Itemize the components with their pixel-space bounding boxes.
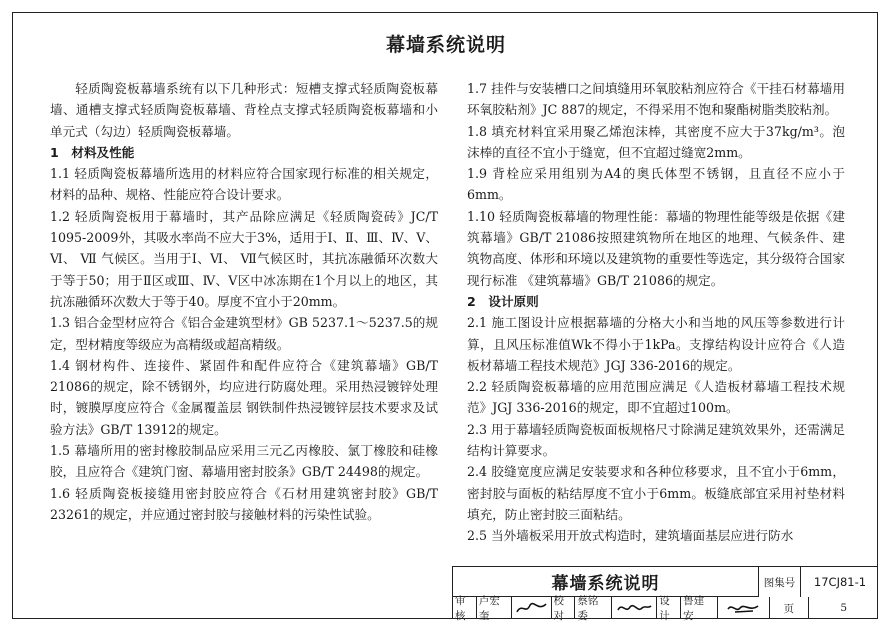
section-heading: 2 设计原则 bbox=[467, 293, 539, 309]
clause-paragraph: 1.2 轻质陶瓷板用于幕墙时，其产品除应满足《轻质陶瓷砖》JC/T 1095-2009外，其吸水率尚不应大于3%，适用于Ⅰ、Ⅱ、Ⅲ、Ⅳ、Ⅴ、Ⅵ、 Ⅶ 气候区。当用于Ⅰ、Ⅵ、 Ⅶ气候区时，其抗冻融循环次数大于等于50；用于Ⅱ区或Ⅲ、Ⅳ、Ⅴ区中冰冻期在1个月以上的地区，其抗冻融循环次数大于等于40。厚度不宜小于20mm。 bbox=[50, 208, 438, 309]
checker-name: 蔡铭委 bbox=[575, 597, 611, 619]
right-column bbox=[467, 78, 845, 547]
left-column bbox=[50, 78, 438, 525]
clause-paragraph: 2.4 胶缝宽度应满足安装要求和各种位移要求，且不宜小于6mm，密封胶与面板的粘结厚度不宜小于6mm。板缝底部宜采用衬垫材料填充，防止密封胶三面粘结。 bbox=[467, 464, 845, 522]
atlas-no-label: 图集号 bbox=[759, 567, 801, 597]
checker-signature bbox=[612, 597, 657, 619]
clause-paragraph: 2.5 当外墙板采用开放式构造时，建筑墙面基层应进行防水 bbox=[467, 528, 794, 544]
clause-paragraph: 2.2 轻质陶瓷板幕墙的应用范围应满足《人造板材幕墙工程技术规范》JGJ 336-2016的规定，即不宜超过100m。 bbox=[467, 379, 845, 416]
review-label: 审核 bbox=[453, 597, 477, 619]
clause-paragraph: 1.9 背栓应采用组别为A4的奥氏体型不锈钢，且直径不应小于6mm。 bbox=[467, 166, 845, 203]
clause-paragraph: 1.8 填充材料宜采用聚乙烯泡沫棒，其密度不应大于37kg/m³。泡沫棒的直径不宜小于缝宽，但不宜超过缝宽2mm。 bbox=[467, 123, 845, 160]
drawing-title: 幕墙系统说明 bbox=[453, 567, 759, 597]
reviewer-signature bbox=[512, 597, 552, 619]
page-label: 页 bbox=[770, 597, 808, 619]
clause-paragraph: 2.3 用于幕墙轻质陶瓷板面板规格尺寸除满足建筑效果外，还需满足结构计算要求。 bbox=[467, 421, 845, 459]
reviewer-name: 卢宏奎 bbox=[477, 597, 512, 619]
clause-paragraph: 1.7 挂件与安装槽口之间填缝用环氧胶粘剂应符合《干挂石材幕墙用环氧胶粘剂》JC 887的规定，不得采用不饱和聚酯树脂类胶粘剂。 bbox=[467, 81, 845, 118]
clause-paragraph: 1.4 钢材构件、连接件、紧固件和配件应符合《建筑幕墙》GB/T 21086的规定，除不锈钢外，均应进行防腐处理。采用热浸镀锌处理时，镀膜厚度应符合《金属覆盖层 钢铁制件热浸镀锌层技术要求及试验方法》GB/T 13912的规定。 bbox=[50, 357, 438, 437]
title-block bbox=[452, 566, 878, 622]
page-title: 幕墙系统说明 bbox=[385, 34, 506, 56]
check-label: 校对 bbox=[552, 597, 576, 619]
clause-paragraph: 2.1 施工图设计应根据幕墙的分格大小和当地的风压等参数进行计算，且风压标准值Wk不得小于1kPa。支撑结构设计应符合《人造板材幕墙工程技术规范》JGJ 336-2016的规定。 bbox=[467, 315, 845, 373]
section-heading: 1 材料及性能 bbox=[50, 144, 135, 160]
signature-row bbox=[453, 595, 879, 622]
clause-paragraph: 1.3 铝合金型材应符合《铝合金建筑型材》GB 5237.1～5237.5的规定，型材精度等级应为高精级或超高精级。 bbox=[50, 315, 438, 352]
clause-paragraph: 1.6 轻质陶瓷板接缝用密封胶应符合《石材用建筑密封胶》GB/T 23261的规定，并应通过密封胶与接触材料的污染性试验。 bbox=[50, 485, 438, 522]
designer-signature bbox=[718, 597, 771, 619]
designer-name: 鲁建安 bbox=[681, 597, 717, 619]
atlas-no: 17CJ81-1 bbox=[813, 575, 867, 589]
clause-paragraph: 1.10 轻质陶瓷板幕墙的物理性能：幕墙的物理性能等级是依据《建筑幕墙》GB/T 21086按照建筑物所在地区的地理、气候条件、建筑物高度、体形和环境以及建筑物的重要性等选定，其分级符合国家现行标准 《建筑幕墙》GB/T 21086的规定。 bbox=[467, 208, 845, 288]
intro-paragraph: 轻质陶瓷板幕墙系统有以下几种形式：短槽支撑式轻质陶瓷板幕墙、通槽支撑式轻质陶瓷板幕墙、背栓点支撑式轻质陶瓷板幕墙和小单元式（勾边）轻质陶瓷板幕墙。 bbox=[50, 81, 438, 139]
design-label: 设计 bbox=[657, 597, 681, 619]
page-number: 5 bbox=[840, 602, 848, 614]
clause-paragraph: 1.1 轻质陶瓷板幕墙所选用的材料应符合国家现行标准的相关规定，材料的品种、规格、性能应符合设计要求。 bbox=[50, 166, 438, 203]
clause-paragraph: 1.5 幕墙所用的密封橡胶制品应采用三元乙丙橡胶、氯丁橡胶和硅橡胶，且应符合《建筑门窗、幕墙用密封胶条》GB/T 24498的规定。 bbox=[50, 443, 438, 480]
